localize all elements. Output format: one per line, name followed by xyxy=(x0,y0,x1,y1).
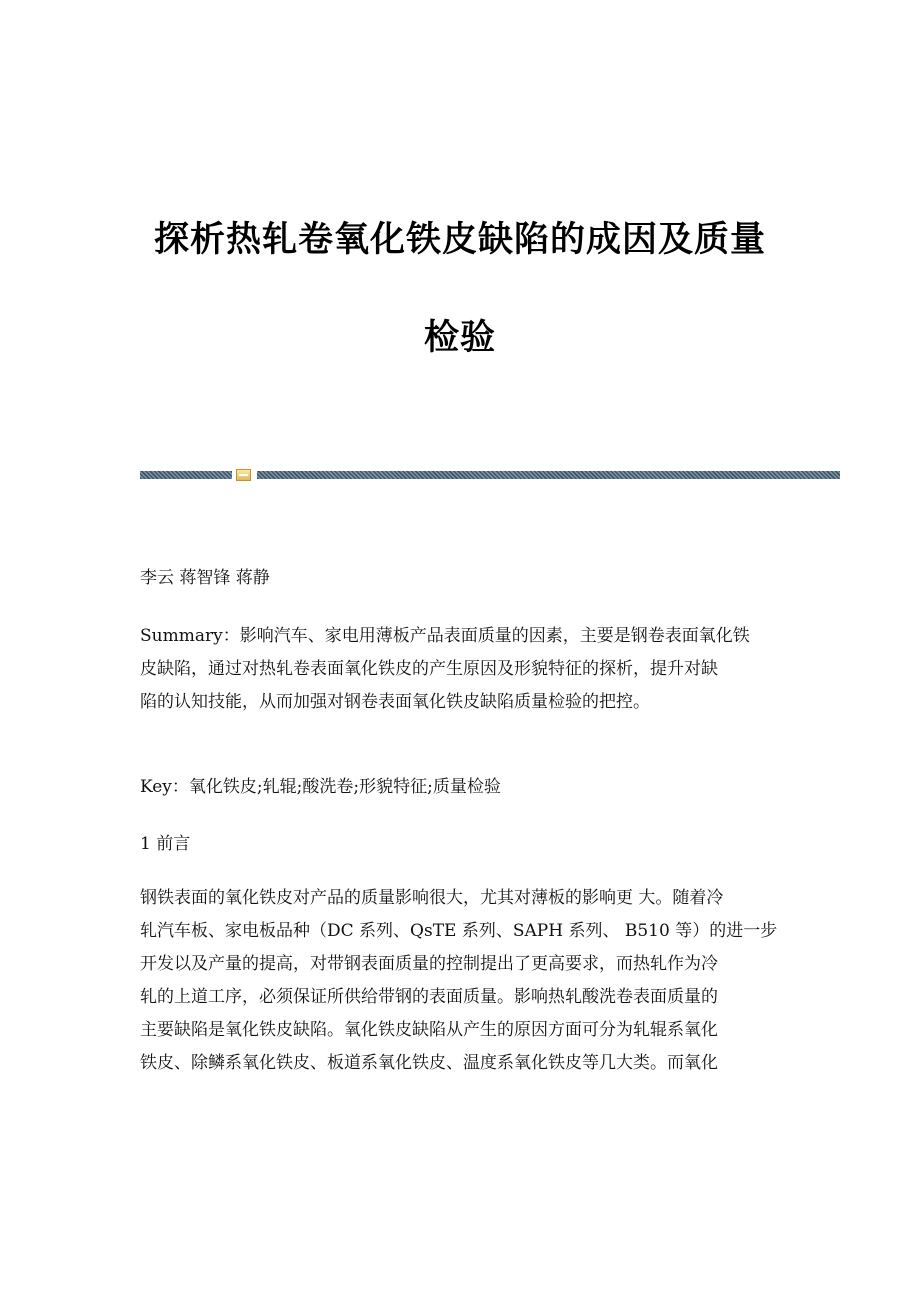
summary-line: 皮缺陷，通过对热轧卷表面氧化铁皮的产生原因及形貌特征的探析，提升对缺 xyxy=(140,659,718,679)
body-line: 钢铁表面的氧化铁皮对产品的质量影响很大，尤其对薄板的影响更 大。随着冷 xyxy=(140,888,724,908)
section-heading: 1 前言 xyxy=(140,834,191,854)
document-title-line-1: 探析热轧卷氧化铁皮缺陷的成因及质量 xyxy=(153,220,766,260)
body-line: 轧汽车板、家电板品种（DC 系列、QsTE 系列、SAPH 系列、 B510 等）的进一步 xyxy=(140,921,778,941)
summary-line: Summary：影响汽车、家电用薄板产品表面质量的因素，主要是钢卷表面氧化铁 xyxy=(140,626,750,646)
body-line: 开发以及产量的提高，对带钢表面质量的控制提出了更高要求，而热轧作为冷 xyxy=(140,954,718,974)
keywords: Key：氧化铁皮;轧辊;酸洗卷;形貌特征;质量检验 xyxy=(140,777,501,797)
body-line: 轧的上道工序，必须保证所供给带钢的表面质量。影响热轧酸洗卷表面质量的 xyxy=(140,987,718,1007)
title-divider-left xyxy=(140,471,232,479)
summary-paragraph xyxy=(140,625,780,724)
body-line: 铁皮、除鳞系氧化铁皮、板道系氧化铁皮、温度系氧化铁皮等几大类。而氧化 xyxy=(140,1053,718,1073)
body-paragraph xyxy=(140,887,780,1085)
divider-ornament-icon xyxy=(236,469,251,481)
body-line: 主要缺陷是氧化铁皮缺陷。氧化铁皮缺陷从产生的原因方面可分为轧辊系氧化 xyxy=(140,1020,718,1040)
document-title-line-2: 检验 xyxy=(423,318,496,358)
summary-line: 陷的认知技能，从而加强对钢卷表面氧化铁皮缺陷质量检验的把控。 xyxy=(140,692,650,712)
authors: 李云 蒋智锋 蒋静 xyxy=(140,568,270,588)
title-divider-right xyxy=(257,471,840,479)
